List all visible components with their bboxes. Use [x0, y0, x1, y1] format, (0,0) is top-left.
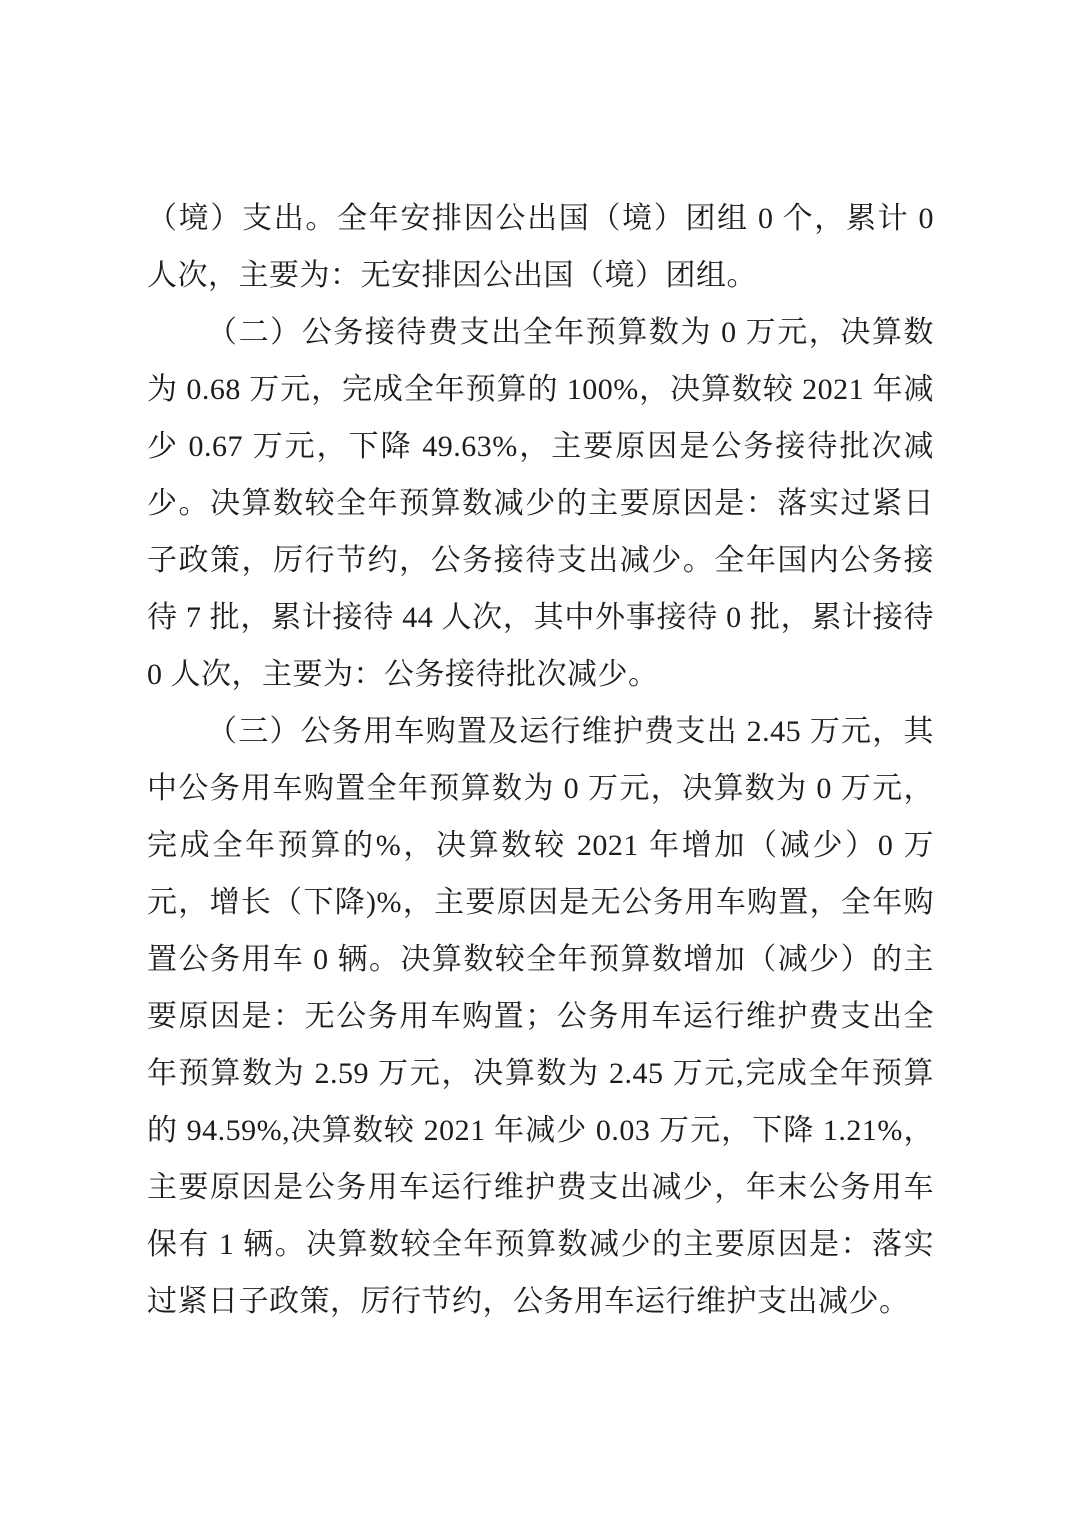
- paragraph-section-3-official-vehicle-expenses: （三）公务用车购置及运行维护费支出 2.45 万元，其中公务用车购置全年预算数为 0 万元，决算数为 0 万元，完成全年预算的%，决算数较 2021 年增加（减少）0 万元，增长（下降)%，主要原因是无公务用车购置，全年购置公务用车 0 辆。决算数较全年预算数增加（减少）的主要原因是：无公务用车购置；公务用车运行维护费支出全年预算数为 2.59 万元，决算数为 2.45 万元,完成全年预算的 94.59%,决算数较 2021 年减少 0.03 万元，下降 1.21%，主要原因是公务用车运行维护费支出减少，年末公务用车保有 1 辆。决算数较全年预算数减少的主要原因是：落实过紧日子政策，厉行节约，公务用车运行维护支出减少。: [147, 715, 934, 1318]
- paragraph-section-2-official-reception-expenses: （二）公务接待费支出全年预算数为 0 万元，决算数为 0.68 万元，完成全年预算的 100%，决算数较 2021 年减少 0.67 万元，下降 49.63%，主要原因是公务接待批次减少。决算数较全年预算数减少的主要原因是：落实过紧日子政策，厉行节约，公务接待支出减少。全年国内公务接待 7 批，累计接待 44 人次，其中外事接待 0 批，累计接待 0 人次，主要为：公务接待批次减少。: [147, 316, 934, 691]
- paragraph-continuation: （境）支出。全年安排因公出国（境）团组 0 个，累计 0 人次，主要为：无安排因公出国（境）团组。: [147, 202, 934, 292]
- document-body: [147, 190, 934, 1330]
